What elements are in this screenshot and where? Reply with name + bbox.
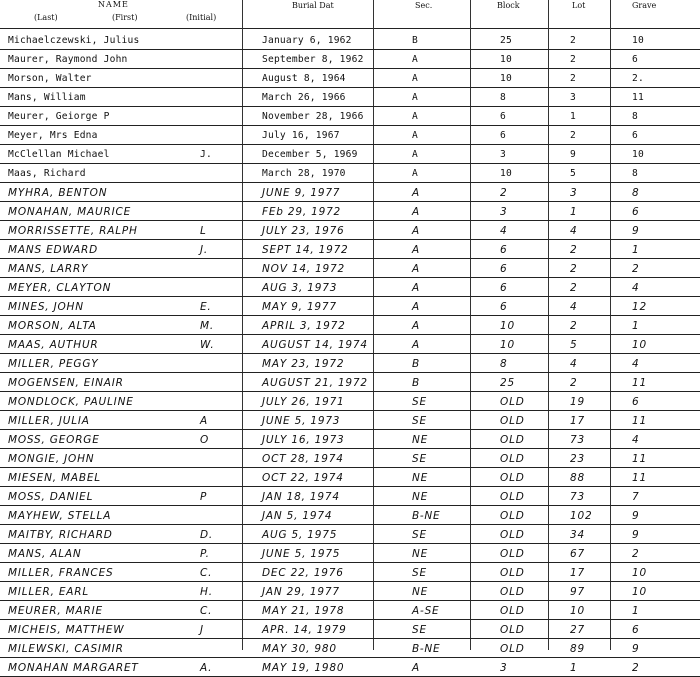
cell-name: MINES, JOHN <box>8 301 84 313</box>
cell-lot: 27 <box>570 624 585 636</box>
cell-block: 6 <box>500 282 508 294</box>
cell-burial-date: AUGUST 21, 1972 <box>262 377 368 389</box>
cell-block: 3 <box>500 662 508 674</box>
cell-name: MONGIE, JOHN <box>8 453 95 465</box>
cell-lot: 3 <box>570 187 578 199</box>
cell-grave: 11 <box>632 377 647 389</box>
table-row <box>0 391 700 411</box>
cell-burial-date: MAY 23, 1972 <box>262 358 345 370</box>
cell-lot: 4 <box>570 301 578 313</box>
header-block: Block <box>497 1 520 10</box>
cell-lot: 2 <box>570 73 576 84</box>
cell-grave: 2 <box>632 263 640 275</box>
table-row <box>0 372 700 392</box>
cell-block: OLD <box>500 605 525 617</box>
header-burial-date: Burial Dat <box>292 1 334 10</box>
cell-grave: 2 <box>632 662 640 674</box>
cell-sec: SE <box>412 624 427 636</box>
cell-initial: J. <box>200 149 212 160</box>
cell-name: Michaelczewski, Julius <box>8 35 140 46</box>
cell-sec: NE <box>412 586 429 598</box>
cell-burial-date: JUNE 5, 1975 <box>262 548 341 560</box>
cell-sec: SE <box>412 453 427 465</box>
table-row <box>0 163 700 183</box>
cell-grave: 11 <box>632 415 647 427</box>
cell-name: Meurer, Geiorge P <box>8 111 110 122</box>
cell-name: MILLER, EARL <box>8 586 90 598</box>
table-row <box>0 429 700 449</box>
cell-lot: 89 <box>570 643 585 655</box>
cell-sec: A <box>412 130 418 141</box>
cell-initial: O <box>200 434 210 446</box>
cell-lot: 4 <box>570 225 578 237</box>
cell-grave: 4 <box>632 434 640 446</box>
cell-burial-date: MAY 21, 1978 <box>262 605 345 617</box>
cell-block: OLD <box>500 624 525 636</box>
cell-name: McClellan Michael <box>8 149 110 160</box>
cell-lot: 9 <box>570 149 576 160</box>
cell-sec: A-SE <box>412 605 440 617</box>
cell-name: MONAHAN MARGARET <box>8 662 139 674</box>
cell-lot: 19 <box>570 396 585 408</box>
cell-grave: 6 <box>632 206 640 218</box>
cell-grave: 1 <box>632 244 640 256</box>
cell-sec: NE <box>412 434 429 446</box>
cell-grave: 9 <box>632 643 640 655</box>
cell-lot: 2 <box>570 263 578 275</box>
cell-initial: E. <box>200 301 212 313</box>
cell-block: OLD <box>500 434 525 446</box>
cell-name: MAAS, AUTHUR <box>8 339 99 351</box>
cell-name: MILEWSKI, CASIMIR <box>8 643 124 655</box>
cell-name: MAYHEW, STELLA <box>8 510 112 522</box>
cell-name: MOGENSEN, EINAIR <box>8 377 124 389</box>
cell-grave: 10 <box>632 567 647 579</box>
header-name: NAME <box>98 0 129 9</box>
table-row <box>0 49 700 69</box>
cell-name: Meyer, Mrs Edna <box>8 130 98 141</box>
cell-initial: H. <box>200 586 213 598</box>
cell-burial-date: JUNE 9, 1977 <box>262 187 341 199</box>
cell-name: MANS, LARRY <box>8 263 89 275</box>
cell-name: MANS EDWARD <box>8 244 99 256</box>
cell-grave: 2. <box>632 73 644 84</box>
cell-burial-date: DEC 22, 1976 <box>262 567 344 579</box>
cell-lot: 67 <box>570 548 585 560</box>
cell-sec: A <box>412 263 420 275</box>
table-row <box>0 505 700 525</box>
table-row <box>0 543 700 563</box>
cell-lot: 73 <box>570 434 585 446</box>
cell-lot: 23 <box>570 453 585 465</box>
cell-name: MANS, ALAN <box>8 548 82 560</box>
column-header-row <box>0 0 700 29</box>
cell-grave: 11 <box>632 472 647 484</box>
cell-block: 25 <box>500 377 515 389</box>
cell-lot: 34 <box>570 529 585 541</box>
cell-name: MILLER, FRANCES <box>8 567 114 579</box>
cell-burial-date: March 26, 1966 <box>262 92 346 103</box>
cell-grave: 10 <box>632 149 644 160</box>
cell-name: MORRISSETTE, RALPH <box>8 225 138 237</box>
cell-sec: A <box>412 225 420 237</box>
cell-sec: A <box>412 320 420 332</box>
table-row <box>0 619 700 639</box>
cell-sec: NE <box>412 491 429 503</box>
cell-block: 8 <box>500 92 506 103</box>
table-row <box>0 277 700 297</box>
cell-block: 6 <box>500 301 508 313</box>
cell-lot: 88 <box>570 472 585 484</box>
cell-sec: B <box>412 35 418 46</box>
header-sec: Sec. <box>415 1 433 10</box>
cell-lot: 1 <box>570 662 578 674</box>
cell-burial-date: AUG 5, 1975 <box>262 529 338 541</box>
cell-lot: 1 <box>570 206 578 218</box>
table-row <box>0 448 700 468</box>
cell-lot: 2 <box>570 320 578 332</box>
cell-lot: 2 <box>570 377 578 389</box>
cell-burial-date: JULY 26, 1971 <box>262 396 345 408</box>
cell-sec: A <box>412 73 418 84</box>
cell-sec: SE <box>412 396 427 408</box>
cell-lot: 2 <box>570 54 576 65</box>
cell-lot: 17 <box>570 567 585 579</box>
table-row <box>0 353 700 373</box>
cell-grave: 6 <box>632 624 640 636</box>
cell-burial-date: APR. 14, 1979 <box>262 624 347 636</box>
cell-lot: 17 <box>570 415 585 427</box>
cell-name: Mans, William <box>8 92 86 103</box>
cell-name: Morson, Walter <box>8 73 92 84</box>
cell-sec: A <box>412 54 418 65</box>
cell-burial-date: JUNE 5, 1973 <box>262 415 341 427</box>
cell-initial: P. <box>200 548 210 560</box>
cell-sec: B-NE <box>412 510 441 522</box>
cell-initial: W. <box>200 339 215 351</box>
cell-grave: 9 <box>632 225 640 237</box>
table-row <box>0 30 700 50</box>
cell-block: OLD <box>500 491 525 503</box>
cell-burial-date: AUGUST 14, 1974 <box>262 339 368 351</box>
cell-burial-date: OCT 28, 1974 <box>262 453 344 465</box>
cell-burial-date: FEb 29, 1972 <box>262 206 342 218</box>
table-row <box>0 410 700 430</box>
cell-grave: 9 <box>632 529 640 541</box>
cell-grave: 4 <box>632 358 640 370</box>
header-lot: Lot <box>572 1 586 10</box>
cell-sec: B <box>412 358 421 370</box>
header-first: (First) <box>112 13 138 22</box>
cell-block: OLD <box>500 415 525 427</box>
cell-block: 3 <box>500 149 506 160</box>
cell-initial: A. <box>200 662 213 674</box>
cell-sec: A <box>412 301 420 313</box>
cell-burial-date: JULY 23, 1976 <box>262 225 345 237</box>
cell-burial-date: July 16, 1967 <box>262 130 340 141</box>
cell-block: 6 <box>500 244 508 256</box>
cell-block: 6 <box>500 263 508 275</box>
cell-burial-date: JAN 18, 1974 <box>262 491 340 503</box>
cell-sec: B <box>412 377 421 389</box>
cell-burial-date: March 28, 1970 <box>262 168 346 179</box>
cell-initial: A <box>200 415 208 427</box>
table-row <box>0 524 700 544</box>
table-row <box>0 144 700 164</box>
cell-name: MONAHAN, MAURICE <box>8 206 132 218</box>
cell-lot: 4 <box>570 358 578 370</box>
cell-grave: 6 <box>632 396 640 408</box>
cell-sec: A <box>412 187 420 199</box>
cell-burial-date: December 5, 1969 <box>262 149 358 160</box>
cell-name: MILLER, PEGGY <box>8 358 99 370</box>
cell-initial: C. <box>200 567 213 579</box>
cell-block: OLD <box>500 529 525 541</box>
table-row <box>0 258 700 278</box>
cell-sec: SE <box>412 415 427 427</box>
cell-block: 25 <box>500 35 512 46</box>
cell-block: OLD <box>500 586 525 598</box>
cell-initial: M. <box>200 320 214 332</box>
cell-sec: B-NE <box>412 643 441 655</box>
cell-name: MEURER, MARIE <box>8 605 103 617</box>
cell-grave: 11 <box>632 92 644 103</box>
cell-name: MOSS, GEORGE <box>8 434 100 446</box>
table-row <box>0 87 700 107</box>
cell-block: 8 <box>500 358 508 370</box>
cell-grave: 2 <box>632 548 640 560</box>
table-row <box>0 239 700 259</box>
cell-sec: A <box>412 662 420 674</box>
cell-sec: A <box>412 149 418 160</box>
cell-burial-date: NOV 14, 1972 <box>262 263 345 275</box>
cell-lot: 2 <box>570 282 578 294</box>
cell-grave: 6 <box>632 130 638 141</box>
cell-burial-date: APRIL 3, 1972 <box>262 320 346 332</box>
cell-name: MIESEN, MABEL <box>8 472 101 484</box>
table-row <box>0 68 700 88</box>
cell-sec: A <box>412 111 418 122</box>
cell-grave: 6 <box>632 54 638 65</box>
cell-name: MOSS, DANIEL <box>8 491 94 503</box>
cell-initial: C. <box>200 605 213 617</box>
cell-block: OLD <box>500 548 525 560</box>
cell-sec: SE <box>412 567 427 579</box>
cell-sec: NE <box>412 548 429 560</box>
cell-burial-date: September 8, 1962 <box>262 54 364 65</box>
cell-block: 3 <box>500 206 508 218</box>
table-row <box>0 296 700 316</box>
table-row <box>0 562 700 582</box>
table-row <box>0 334 700 354</box>
cell-grave: 1 <box>632 320 640 332</box>
cell-block: OLD <box>500 396 525 408</box>
cell-burial-date: OCT 22, 1974 <box>262 472 344 484</box>
table-row <box>0 638 700 658</box>
cell-grave: 10 <box>632 586 647 598</box>
table-row <box>0 600 700 620</box>
cell-sec: A <box>412 206 420 218</box>
cell-sec: A <box>412 168 418 179</box>
cell-grave: 12 <box>632 301 647 313</box>
table-row <box>0 106 700 126</box>
cell-block: 10 <box>500 73 512 84</box>
cell-lot: 73 <box>570 491 585 503</box>
cell-burial-date: January 6, 1962 <box>262 35 352 46</box>
cell-name: MEYER, CLAYTON <box>8 282 112 294</box>
header-grave: Grave <box>632 1 657 10</box>
cell-lot: 5 <box>570 168 576 179</box>
table-row <box>0 581 700 601</box>
cell-burial-date: MAY 9, 1977 <box>262 301 337 313</box>
cell-block: 10 <box>500 54 512 65</box>
table-row <box>0 315 700 335</box>
cell-block: 2 <box>500 187 508 199</box>
cell-block: 10 <box>500 339 515 351</box>
cell-grave: 8 <box>632 187 640 199</box>
table-row <box>0 220 700 240</box>
cell-name: MONDLOCK, PAULINE <box>8 396 134 408</box>
cell-burial-date: SEPT 14, 1972 <box>262 244 349 256</box>
cell-grave: 9 <box>632 510 640 522</box>
cell-sec: A <box>412 282 420 294</box>
cell-burial-date: November 28, 1966 <box>262 111 364 122</box>
cell-initial: D. <box>200 529 214 541</box>
cell-initial: L <box>200 225 207 237</box>
cell-grave: 10 <box>632 339 647 351</box>
cell-sec: SE <box>412 529 427 541</box>
cell-grave: 1 <box>632 605 640 617</box>
cell-sec: A <box>412 339 420 351</box>
cell-lot: 5 <box>570 339 578 351</box>
cell-grave: 8 <box>632 168 638 179</box>
cell-lot: 102 <box>570 510 593 522</box>
cell-block: 6 <box>500 130 506 141</box>
cell-burial-date: JAN 5, 1974 <box>262 510 333 522</box>
cell-lot: 2 <box>570 130 576 141</box>
cell-sec: NE <box>412 472 429 484</box>
cell-name: Maas, Richard <box>8 168 86 179</box>
cell-block: 6 <box>500 111 506 122</box>
cell-grave: 11 <box>632 453 647 465</box>
cell-block: OLD <box>500 567 525 579</box>
table-row <box>0 486 700 506</box>
cell-name: MORSON, ALTA <box>8 320 97 332</box>
cell-sec: A <box>412 92 418 103</box>
cell-lot: 97 <box>570 586 585 598</box>
cell-sec: A <box>412 244 420 256</box>
cell-initial: J <box>200 624 204 636</box>
cell-block: OLD <box>500 453 525 465</box>
cell-lot: 10 <box>570 605 585 617</box>
table-row <box>0 467 700 487</box>
cell-grave: 4 <box>632 282 640 294</box>
cell-lot: 2 <box>570 244 578 256</box>
header-last: (Last) <box>34 13 58 22</box>
cell-lot: 3 <box>570 92 576 103</box>
cell-burial-date: MAY 19, 1980 <box>262 662 345 674</box>
cell-burial-date: August 8, 1964 <box>262 73 346 84</box>
cell-name: Maurer, Raymond John <box>8 54 128 65</box>
cell-lot: 2 <box>570 35 576 46</box>
header-initial: (Initial) <box>186 13 217 22</box>
cell-name: MAITBY, RICHARD <box>8 529 113 541</box>
cell-initial: J. <box>200 244 209 256</box>
cell-lot: 1 <box>570 111 576 122</box>
table-row <box>0 657 700 677</box>
cell-block: OLD <box>500 510 525 522</box>
cell-block: OLD <box>500 472 525 484</box>
table-row <box>0 125 700 145</box>
table-row <box>0 182 700 202</box>
cell-grave: 8 <box>632 111 638 122</box>
cell-burial-date: JULY 16, 1973 <box>262 434 345 446</box>
cell-initial: P <box>200 491 208 503</box>
cell-burial-date: AUG 3, 1973 <box>262 282 338 294</box>
cell-burial-date: JAN 29, 1977 <box>262 586 340 598</box>
cell-block: 4 <box>500 225 508 237</box>
cell-block: 10 <box>500 168 512 179</box>
cell-name: MYHRA, BENTON <box>8 187 108 199</box>
cell-burial-date: MAY 30, 980 <box>262 643 337 655</box>
cell-block: 10 <box>500 320 515 332</box>
table-row <box>0 201 700 221</box>
cell-name: MICHEIS, MATTHEW <box>8 624 125 636</box>
cell-name: MILLER, JULIA <box>8 415 90 427</box>
cell-block: OLD <box>500 643 525 655</box>
cell-grave: 10 <box>632 35 644 46</box>
cell-grave: 7 <box>632 491 640 503</box>
